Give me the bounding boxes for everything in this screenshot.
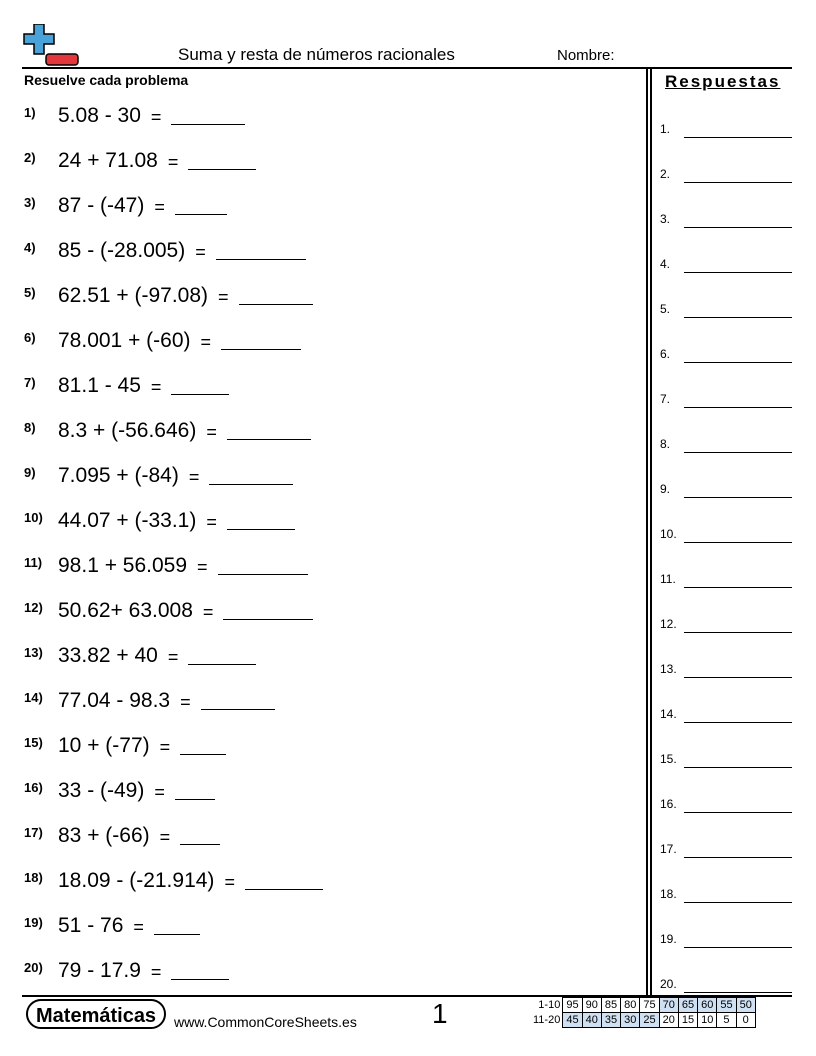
- problem-expression: 33.82 + 40: [58, 644, 158, 667]
- score-cell: 35: [601, 1013, 620, 1028]
- answer-line[interactable]: [660, 167, 792, 183]
- problem-number: 11): [24, 555, 43, 570]
- answer-label: 16.: [660, 797, 677, 811]
- equals-sign: =: [167, 152, 179, 172]
- problem-number: 16): [24, 780, 43, 795]
- equals-sign: =: [154, 197, 165, 217]
- answer-blank[interactable]: [218, 573, 308, 575]
- score-cell: 10: [698, 1013, 717, 1028]
- answer-blank[interactable]: [154, 933, 200, 935]
- equals-sign: =: [150, 377, 162, 397]
- answer-line[interactable]: [660, 122, 792, 138]
- problem-number: 18): [24, 870, 43, 885]
- answer-underline: [684, 992, 792, 993]
- score-cell: 25: [640, 1013, 659, 1028]
- problem-number: 4): [24, 240, 36, 255]
- problem-row: [24, 235, 306, 263]
- problem-row: [24, 550, 308, 578]
- problem-expression: 77.04 - 98.3: [58, 689, 171, 712]
- problem-number: 5): [24, 285, 36, 300]
- answer-underline: [684, 767, 792, 768]
- score-row: [530, 1013, 755, 1028]
- answer-blank[interactable]: [216, 258, 306, 260]
- score-cell: 80: [621, 998, 640, 1013]
- brand-badge: Matemáticas: [26, 999, 166, 1029]
- answer-underline: [684, 542, 792, 543]
- equals-sign: =: [224, 872, 235, 892]
- score-cell: 85: [601, 998, 620, 1013]
- problem-number: 6): [24, 330, 36, 345]
- score-cell: 75: [640, 998, 659, 1013]
- answer-underline: [684, 902, 792, 903]
- answers-title: Respuestas: [665, 72, 781, 91]
- score-cell: 50: [736, 998, 755, 1013]
- answer-blank[interactable]: [223, 618, 313, 620]
- answer-line[interactable]: [660, 617, 792, 633]
- answer-underline: [684, 632, 792, 633]
- problem-number: 2): [24, 150, 36, 165]
- answer-label: 3.: [660, 212, 671, 226]
- problem-row: [24, 460, 293, 488]
- answer-blank[interactable]: [227, 438, 311, 440]
- answer-underline: [684, 362, 792, 363]
- answer-label: 1.: [660, 122, 671, 136]
- website-link[interactable]: www.CommonCoreSheets.es: [174, 1014, 357, 1030]
- answer-line[interactable]: [660, 887, 792, 903]
- equals-sign: =: [195, 242, 206, 262]
- score-cell: 0: [736, 1013, 755, 1028]
- score-table: [530, 997, 756, 1028]
- answer-line[interactable]: [660, 752, 792, 768]
- answer-line[interactable]: [660, 482, 792, 498]
- answer-label: 10.: [660, 527, 677, 541]
- score-cell: 40: [582, 1013, 601, 1028]
- answer-line[interactable]: [660, 392, 792, 408]
- answer-label: 20.: [660, 977, 677, 991]
- column-divider: [646, 69, 648, 996]
- answer-underline: [684, 722, 792, 723]
- answer-line[interactable]: [660, 527, 792, 543]
- answer-line[interactable]: [660, 707, 792, 723]
- problem-expression: 33 - (-49): [58, 779, 145, 802]
- answer-line[interactable]: [660, 572, 792, 588]
- problem-number: 20): [24, 960, 43, 975]
- answer-line[interactable]: [660, 257, 792, 273]
- score-range: 1-10: [538, 999, 561, 1011]
- answer-blank[interactable]: [175, 213, 227, 215]
- answer-line[interactable]: [660, 302, 792, 318]
- problem-number: 12): [24, 600, 43, 615]
- answer-underline: [684, 227, 792, 228]
- answer-label: 14.: [660, 707, 677, 721]
- answer-line[interactable]: [660, 932, 792, 948]
- problem-row: [24, 415, 311, 443]
- answer-blank[interactable]: [175, 798, 215, 800]
- problem-number: 19): [24, 915, 43, 930]
- answer-label: 19.: [660, 932, 677, 946]
- problem-number: 14): [24, 690, 43, 705]
- score-cell: 45: [563, 1013, 582, 1028]
- answer-line[interactable]: [660, 437, 792, 453]
- answer-underline: [684, 947, 792, 948]
- answer-blank[interactable]: [180, 753, 226, 755]
- answer-label: 2.: [660, 167, 671, 181]
- answer-label: 13.: [660, 662, 677, 676]
- answer-label: 7.: [660, 392, 671, 406]
- problem-expression: 79 - 17.9: [58, 959, 141, 982]
- problem-row: [24, 505, 295, 533]
- answer-line[interactable]: [660, 212, 792, 228]
- answer-underline: [684, 407, 792, 408]
- name-label: Nombre:: [557, 47, 615, 64]
- problem-expression: 7.095 + (-84): [58, 464, 179, 487]
- problem-expression: 50.62+ 63.008: [58, 599, 193, 622]
- problem-row: [24, 595, 313, 623]
- equals-sign: =: [154, 782, 165, 802]
- plus-minus-logo-icon: [22, 24, 82, 68]
- score-cell: 5: [717, 1013, 736, 1028]
- equals-sign: =: [167, 647, 179, 667]
- equals-sign: =: [180, 692, 191, 712]
- problem-number: 3): [24, 195, 36, 210]
- answer-blank[interactable]: [180, 843, 220, 845]
- score-cell: 55: [717, 998, 736, 1013]
- score-cell: 20: [659, 1013, 678, 1028]
- problem-number: 1): [24, 105, 36, 120]
- problem-expression: 85 - (-28.005): [58, 239, 186, 262]
- answer-label: 5.: [660, 302, 671, 316]
- problem-row: [24, 730, 226, 758]
- problem-row: [24, 865, 323, 893]
- equals-sign: =: [197, 557, 208, 577]
- equals-sign: =: [202, 602, 214, 622]
- equals-sign: =: [188, 467, 200, 487]
- equals-sign: =: [150, 962, 162, 982]
- problem-number: 17): [24, 825, 43, 840]
- problem-row: [24, 820, 220, 848]
- answer-underline: [684, 317, 792, 318]
- score-cell: 65: [678, 998, 697, 1013]
- answer-underline: [684, 452, 792, 453]
- answer-underline: [684, 587, 792, 588]
- answer-label: 8.: [660, 437, 671, 451]
- problem-expression: 62.51 + (-97.08): [58, 284, 209, 307]
- score-cell: 70: [659, 998, 678, 1013]
- problem-row: [24, 775, 215, 803]
- answer-underline: [684, 272, 792, 273]
- answer-blank[interactable]: [171, 393, 229, 395]
- answer-underline: [684, 857, 792, 858]
- equals-sign: =: [159, 827, 171, 847]
- problem-expression: 5.08 - 30: [58, 104, 141, 127]
- problem-expression: 18.09 - (-21.914): [58, 869, 215, 892]
- score-cell: 60: [698, 998, 717, 1013]
- answer-label: 11.: [660, 572, 676, 586]
- answer-label: 6.: [660, 347, 671, 361]
- answer-blank[interactable]: [239, 303, 313, 305]
- answer-label: 15.: [660, 752, 677, 766]
- answer-underline: [684, 137, 792, 138]
- answer-underline: [684, 497, 792, 498]
- problem-expression: 51 - 76: [58, 914, 124, 937]
- problem-expression: 83 + (-66): [58, 824, 150, 847]
- equals-sign: =: [150, 107, 162, 127]
- answer-blank[interactable]: [171, 123, 245, 125]
- answer-blank[interactable]: [209, 483, 293, 485]
- problem-expression: 98.1 + 56.059: [58, 554, 188, 577]
- answer-blank[interactable]: [188, 168, 256, 170]
- score-row: [530, 998, 755, 1013]
- instructions: Resuelve cada problema: [24, 72, 189, 88]
- problem-row: [24, 325, 301, 353]
- answer-line[interactable]: [660, 347, 792, 363]
- problem-row: [24, 100, 245, 128]
- answer-underline: [684, 677, 792, 678]
- problem-expression: 87 - (-47): [58, 194, 145, 217]
- answer-label: 4.: [660, 257, 671, 271]
- problem-number: 15): [24, 735, 43, 750]
- answer-line[interactable]: [660, 797, 792, 813]
- problem-expression: 78.001 + (-60): [58, 329, 191, 352]
- problem-number: 9): [24, 465, 36, 480]
- problem-expression: 24 + 71.08: [58, 149, 158, 172]
- problem-row: [24, 190, 227, 218]
- equals-sign: =: [159, 737, 171, 757]
- answer-blank[interactable]: [171, 978, 229, 980]
- problem-expression: 10 + (-77): [58, 734, 150, 757]
- equals-sign: =: [133, 917, 144, 937]
- score-cell: 95: [563, 998, 582, 1013]
- problem-expression: 81.1 - 45: [58, 374, 141, 397]
- problem-number: 7): [24, 375, 36, 390]
- answer-blank[interactable]: [201, 708, 275, 710]
- column-divider: [650, 69, 652, 996]
- problem-expression: 8.3 + (-56.646): [58, 419, 197, 442]
- header-rule: [22, 67, 792, 69]
- problem-row: [24, 640, 256, 668]
- answer-blank[interactable]: [227, 528, 295, 530]
- answer-blank[interactable]: [221, 348, 301, 350]
- score-cell: 30: [621, 1013, 640, 1028]
- page-number: 1: [432, 998, 448, 1029]
- answer-line[interactable]: [660, 662, 792, 678]
- problem-expression: 44.07 + (-33.1): [58, 509, 197, 532]
- problem-number: 13): [24, 645, 43, 660]
- problem-number: 8): [24, 420, 36, 435]
- equals-sign: =: [206, 512, 217, 532]
- problem-row: [24, 955, 229, 983]
- problem-row: [24, 145, 256, 173]
- problem-row: [24, 280, 313, 308]
- equals-sign: =: [200, 332, 212, 352]
- problem-row: [24, 910, 200, 938]
- score-range: 11-20: [533, 1014, 561, 1026]
- score-cell: 90: [582, 998, 601, 1013]
- answer-label: 18.: [660, 887, 677, 901]
- answer-blank[interactable]: [188, 663, 256, 665]
- equals-sign: =: [218, 287, 229, 307]
- equals-sign: =: [206, 422, 217, 442]
- answer-label: 12.: [660, 617, 677, 631]
- answer-label: 9.: [660, 482, 671, 496]
- answer-line[interactable]: [660, 842, 792, 858]
- answer-underline: [684, 812, 792, 813]
- problem-number: 10): [24, 510, 43, 525]
- problem-row: [24, 370, 229, 398]
- score-cell: 15: [678, 1013, 697, 1028]
- answer-underline: [684, 182, 792, 183]
- worksheet-title: Suma y resta de números racionales: [178, 45, 455, 64]
- problem-row: [24, 685, 275, 713]
- answer-line[interactable]: [660, 977, 792, 993]
- answer-blank[interactable]: [245, 888, 323, 890]
- answer-label: 17.: [660, 842, 677, 856]
